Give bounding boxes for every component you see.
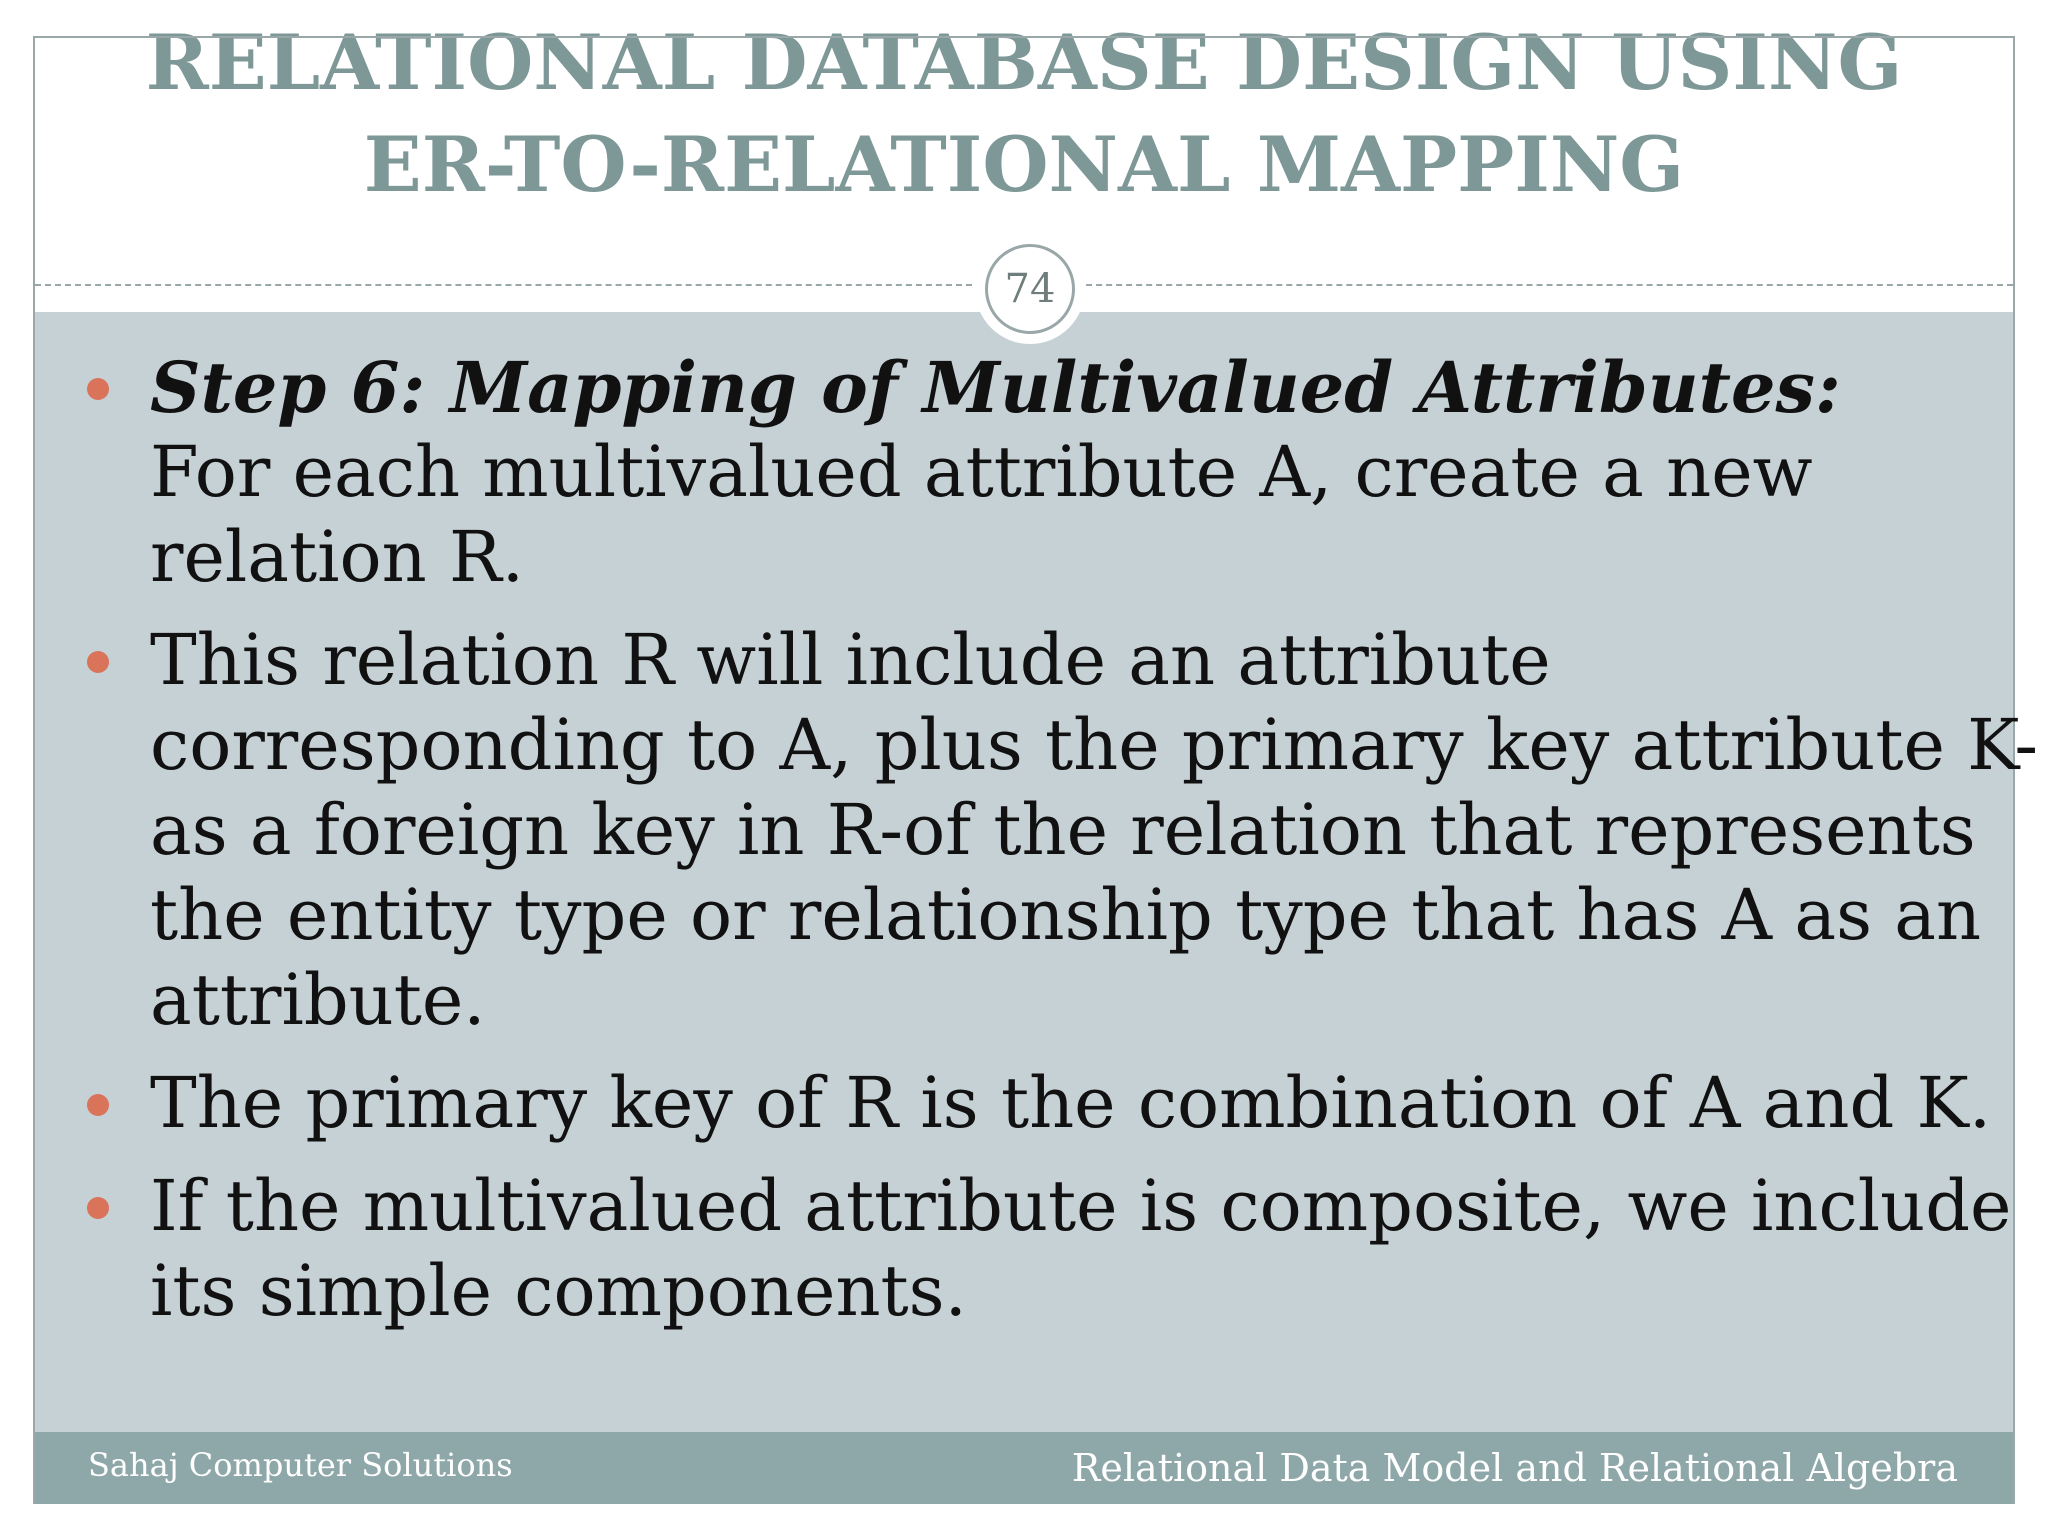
footer-author: Sahaj Computer Solutions	[88, 1446, 513, 1484]
bullet-dot-icon	[87, 378, 109, 400]
bullet-lead: Step 6: Mapping of Multivalued Attributes:	[150, 346, 1841, 429]
bullet-line: its simple components.	[150, 1250, 967, 1332]
bullet-line: the entity type or relationship type that has A as an	[150, 874, 1982, 956]
bullet-line: attribute.	[150, 959, 486, 1041]
bullet-item-relation	[85, 618, 2038, 1043]
bullet-item-step6	[85, 345, 1985, 600]
bullet-item-primary-key	[85, 1061, 1992, 1146]
bullet-item-composite	[85, 1164, 2012, 1334]
footer-bar	[35, 1432, 2013, 1504]
bullet-line: The primary key of R is the combination of A and K.	[150, 1062, 1992, 1144]
slide-title-line-2: ER-TO-RELATIONAL MAPPING	[363, 120, 1685, 209]
slide-title-line-1: RELATIONAL DATABASE DESIGN USING	[145, 18, 1903, 107]
bullet-dot-icon	[87, 651, 109, 673]
bullet-line: corresponding to A, plus the primary key attribute K-	[150, 704, 2038, 786]
page-number-badge	[975, 234, 1085, 344]
page-number: 74	[985, 244, 1075, 334]
bullet-list	[85, 345, 2038, 1352]
bullet-line: as a foreign key in R-of the relation that represents	[150, 789, 1976, 871]
bullet-line: relation R.	[150, 516, 524, 598]
bullet-dot-icon	[87, 1094, 109, 1116]
bullet-line: This relation R will include an attribute	[150, 619, 1551, 701]
bullet-line: For each multivalued attribute A, create a new	[150, 431, 1813, 513]
footer-topic: Relational Data Model and Relational Algebra	[1071, 1446, 1958, 1490]
bullet-dot-icon	[87, 1197, 109, 1219]
bullet-line: If the multivalued attribute is composite, we include	[150, 1165, 2012, 1247]
